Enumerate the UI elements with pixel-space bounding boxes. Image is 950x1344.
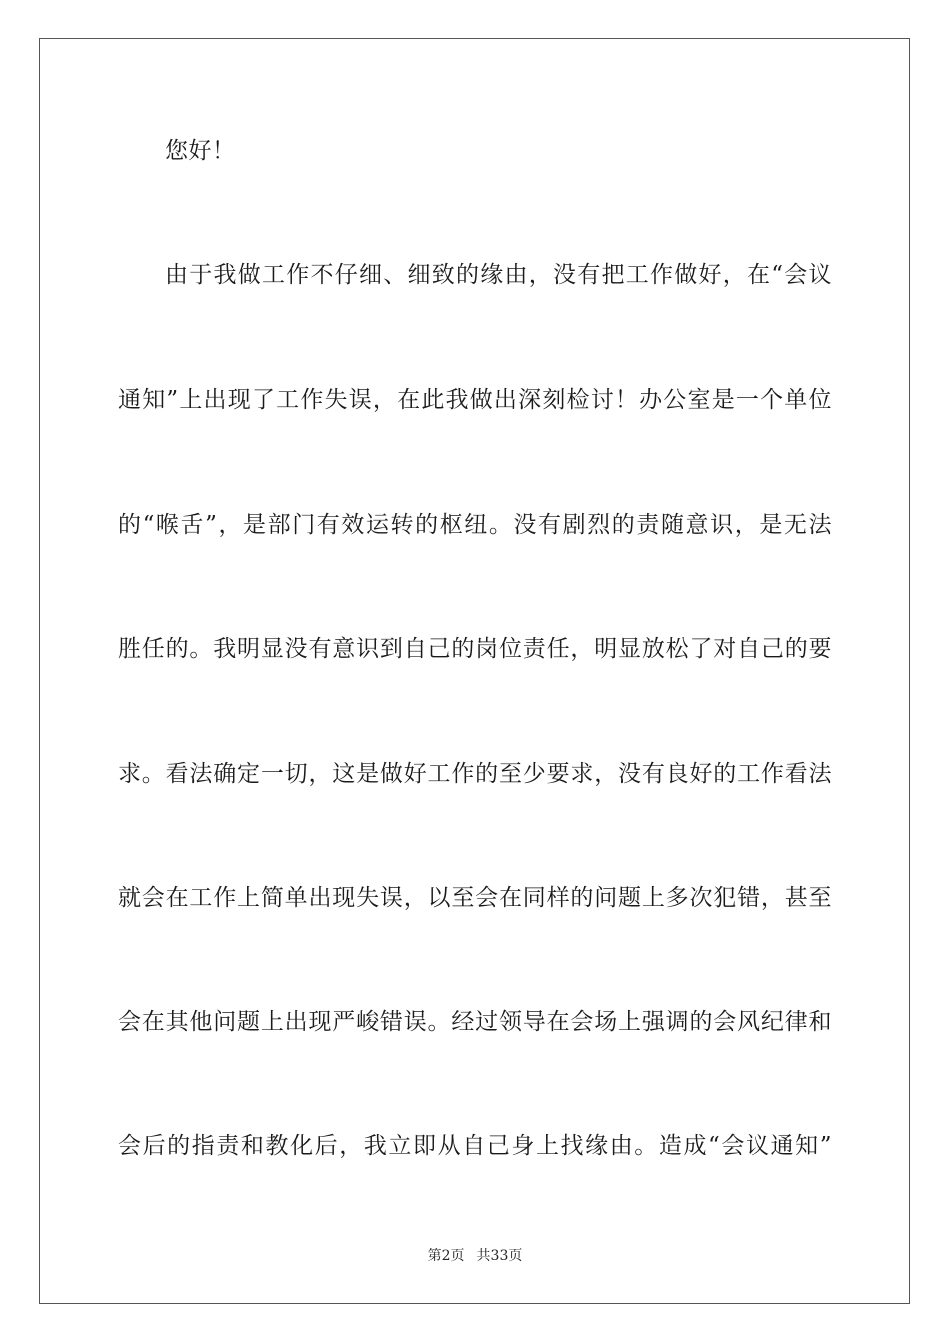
- greeting-text: 您好！: [165, 138, 236, 164]
- body-line-8: 会后的指责和教化后，我立即从自己身上找缘由。造成“会议通知”: [118, 1133, 832, 1159]
- body-line-3: 的“喉舌”，是部门有效运转的枢纽。没有剧烈的责随意识，是无法: [118, 512, 832, 538]
- body-line-5: 求。看法确定一切，这是做好工作的至少要求，没有良好的工作看法: [118, 761, 832, 787]
- body-line-4: 胜任的。我明显没有意识到自己的岗位责任，明显放松了对自己的要: [118, 636, 832, 662]
- page-footer: [0, 1246, 950, 1266]
- page-total: 共33页: [476, 1248, 523, 1264]
- body-line-2: 通知”上出现了工作失误，在此我做出深刻检讨！办公室是一个单位: [118, 387, 832, 413]
- body-line-1: 由于我做工作不仔细、细致的缘由，没有把工作做好，在“会议: [165, 262, 832, 288]
- page-number: 第2页: [427, 1248, 465, 1264]
- page-frame: [39, 38, 910, 1304]
- body-line-7: 会在其他问题上出现严峻错误。经过领导在会场上强调的会风纪律和: [118, 1009, 832, 1035]
- body-line-6: 就会在工作上简单出现失误，以至会在同样的问题上多次犯错，甚至: [118, 885, 832, 911]
